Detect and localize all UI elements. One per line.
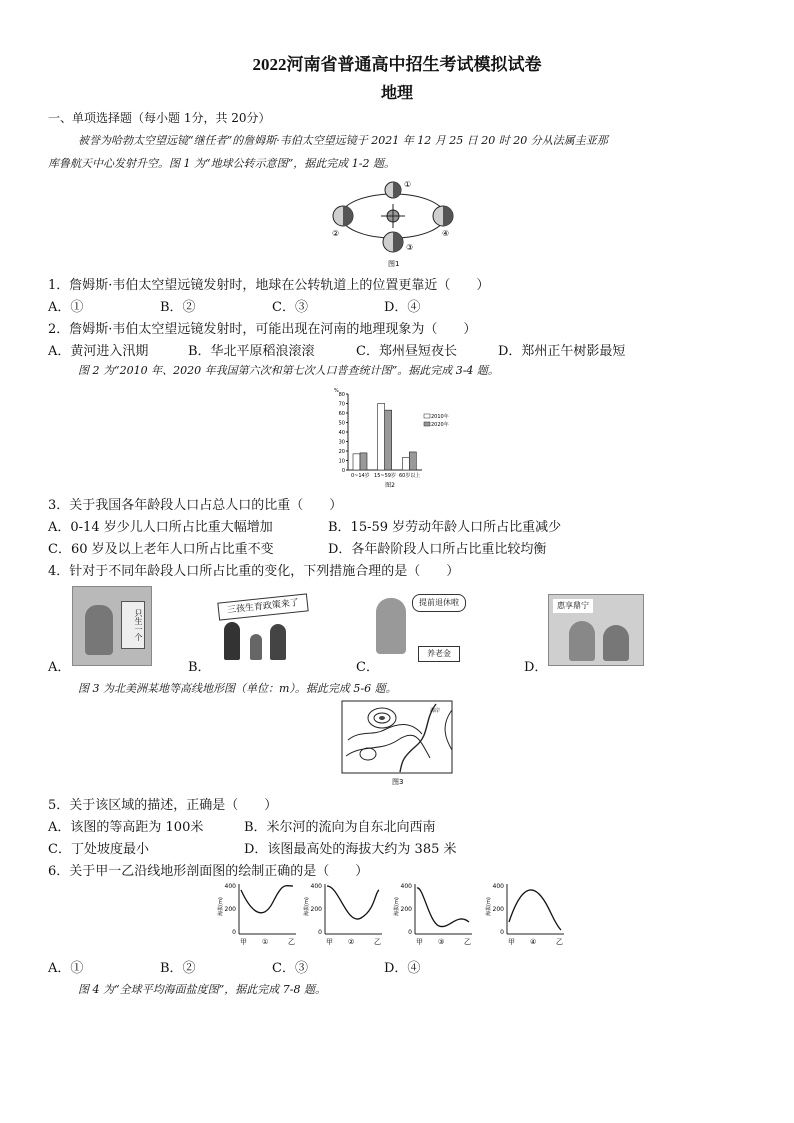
q2-option-a: A．黄河进入汛期 (48, 344, 149, 359)
q6-profile-charts (212, 880, 578, 948)
legend-label-1: 2020年 (431, 422, 449, 428)
orbit-pos-1: ① (404, 180, 412, 189)
profile-1 (217, 883, 296, 946)
figure-1-caption: 图1 (388, 260, 400, 268)
y-tick-label: 20 (338, 449, 345, 455)
q6-option-c: C．③ (272, 961, 308, 976)
section-heading: 一、单项选择题（每小题 1分，共 20分） (48, 111, 271, 125)
profile-end: 乙 (464, 938, 471, 946)
picture-a-sign: 只生一个 (121, 601, 145, 649)
profile-tick: 400 (400, 883, 412, 890)
q4-picture-d (548, 594, 644, 666)
q1-stem: 1．詹姆斯·韦伯太空望远镜发射时，地球在公转轨道上的位置更靠近（ ） (48, 278, 490, 293)
picture-b-banner: 三孩生育政策来了 (217, 593, 308, 620)
intro-text-1b: 库鲁航天中心发射升空。图 1 为“地球公转示意图”，据此完成 1-2 题。 (48, 157, 395, 170)
q5-option-d: D．该图最高处的海拔大约为 385 米 (244, 842, 457, 857)
q4-picture-b (210, 592, 310, 664)
profile-tick: 0 (318, 929, 322, 936)
profile-tick: 0 (408, 929, 412, 936)
intro-text-4: 图 4 为“全球平均海面盐度图”，据此完成 7-8 题。 (78, 983, 326, 996)
legend-swatch-0 (424, 414, 430, 418)
q3-option-d: D．各年龄阶段人口所占比重比较均衡 (328, 542, 547, 557)
y-tick-label: 80 (338, 392, 345, 398)
picture-d-sign: 惠享鼎宁 (553, 599, 593, 613)
orbit-pos-2: ② (332, 229, 340, 238)
q4-picture-a (72, 586, 152, 666)
profile-mark: ③ (438, 938, 445, 946)
profile-ylabel: 海拔(m) (394, 897, 400, 916)
q1-option-c: C．③ (272, 300, 308, 315)
bar-1-2 (409, 452, 416, 470)
profile-start: 甲 (240, 938, 247, 946)
q6-option-d: D．④ (384, 961, 421, 976)
bar-0-0 (353, 454, 360, 470)
profile-tick: 200 (492, 906, 504, 913)
profile-mark: ① (262, 938, 269, 946)
bar-1-1 (385, 410, 392, 470)
q2-option-d: D．郑州正午树影最短 (498, 344, 626, 359)
profile-curve (327, 886, 379, 919)
figure-2-chart (332, 386, 454, 490)
subject-title: 地理 (380, 85, 413, 102)
profile-curve (241, 886, 293, 913)
profile-ylabel: 海拔(m) (304, 897, 310, 916)
q3-option-b: B．15-59 岁劳动年龄人口所占比重减少 (328, 520, 562, 535)
profile-tick: 200 (400, 906, 412, 913)
coast-label: 海岸 (430, 708, 441, 714)
picture-c-bubble: 提前退休啦 (412, 594, 466, 612)
profile-start: 甲 (326, 938, 333, 946)
orbit-pos-3: ③ (406, 243, 414, 252)
q1-option-a: A．① (48, 300, 84, 315)
y-axis-label: % (334, 388, 339, 394)
bar-1-0 (360, 453, 367, 470)
bar-0-2 (402, 458, 409, 470)
y-tick-label: 50 (338, 420, 345, 427)
q5-stem: 5．关于该区域的描述，正确是（ ） (48, 798, 278, 813)
exam-title: 2022河南省普通高中招生考试模拟试卷 (252, 55, 542, 74)
y-tick-label: 40 (338, 430, 345, 436)
profile-ylabel: 海拔(m) (486, 897, 492, 916)
q6-option-a: A．① (48, 961, 84, 976)
q6-option-b: B．② (160, 961, 196, 976)
figure-3-contour-map (340, 700, 454, 788)
q4-option-b: B． (188, 660, 211, 675)
profile-4 (485, 883, 564, 946)
q4-option-d: D． (524, 660, 548, 675)
intro-text-3: 图 3 为北美洲某地等高线地形图（单位：m）。据此完成 5-6 题。 (78, 682, 397, 695)
profile-tick: 400 (224, 883, 236, 890)
q2-option-c: C．郑州昼短夜长 (356, 344, 457, 359)
q3-stem: 3．关于我国各年龄段人口占总人口的比重（ ） (48, 498, 343, 513)
profile-end: 乙 (288, 938, 295, 946)
profile-end: 乙 (556, 938, 563, 946)
x-tick-label: 0~14岁 (350, 473, 370, 479)
figure-2-caption: 图2 (385, 482, 395, 489)
profile-tick: 400 (492, 883, 504, 890)
legend-swatch-1 (424, 422, 430, 426)
profile-ylabel: 海拔(m) (218, 897, 224, 916)
x-tick-label: 60岁以上 (398, 473, 421, 479)
y-tick-label: 0 (341, 468, 345, 474)
intro-text-2: 图 2 为“2010 年、2020 年我国第六次和第七次人口普查统计图”。据此完成 3-4 题。 (78, 364, 499, 377)
intro-text-1a: 被誉为哈勃太空望远镜“继任者”的詹姆斯·韦伯太空望远镜于 2021 年 12 月 25 日 20 时 20 分从法属圭亚那 (78, 134, 608, 147)
q1-option-d: D．④ (384, 300, 421, 315)
profile-3 (393, 883, 472, 946)
profile-2 (303, 883, 382, 946)
q2-option-b: B．华北平原稻浪滚滚 (188, 344, 315, 359)
y-tick-label: 10 (338, 458, 345, 465)
profile-tick: 0 (232, 929, 236, 936)
q5-option-b: B．米尔河的流向为自东北向西南 (244, 820, 436, 835)
q2-stem: 2．詹姆斯·韦伯太空望远镜发射时，可能出现在河南的地理现象为（ ） (48, 322, 477, 337)
legend-label-0: 2010年 (431, 414, 449, 420)
q3-option-a: A．0-14 岁少儿人口所占比重大幅增加 (48, 520, 273, 535)
q3-option-c: C．60 岁及以上老年人口所占比重不变 (48, 542, 274, 557)
figure-1-orbit (330, 178, 460, 268)
q5-option-c: C．丁处坡度最小 (48, 842, 149, 857)
profile-tick: 400 (310, 883, 322, 890)
y-tick-label: 60 (338, 411, 345, 417)
q4-option-c: C． (356, 660, 379, 675)
q6-stem: 6．关于甲一乙沿线地形剖面图的绘制正确的是（ ） (48, 864, 369, 879)
picture-c-pension: 养老金 (418, 646, 460, 662)
profile-mark: ② (348, 938, 355, 946)
profile-tick: 200 (224, 906, 236, 913)
y-tick-label: 30 (338, 439, 345, 446)
profile-start: 甲 (416, 938, 423, 946)
profile-end: 乙 (374, 938, 381, 946)
q4-picture-c (374, 590, 466, 664)
q5-option-a: A．该图的等高距为 100米 (48, 820, 204, 835)
x-tick-label: 15~59岁 (374, 473, 396, 479)
profile-start: 甲 (508, 938, 515, 946)
y-tick-label: 70 (338, 401, 345, 408)
q4-option-a: A． (48, 660, 71, 675)
orbit-pos-4: ④ (442, 229, 450, 238)
figure-3-caption: 图3 (392, 778, 404, 786)
q1-option-b: B．② (160, 300, 196, 315)
profile-mark: ④ (530, 938, 537, 946)
profile-curve (509, 890, 561, 930)
profile-tick: 200 (310, 906, 322, 913)
profile-tick: 0 (500, 929, 504, 936)
profile-curve (417, 888, 469, 927)
q4-stem: 4．针对于不同年龄段人口所占比重的变化，下列措施合理的是（ ） (48, 564, 460, 579)
bar-0-1 (378, 404, 385, 471)
